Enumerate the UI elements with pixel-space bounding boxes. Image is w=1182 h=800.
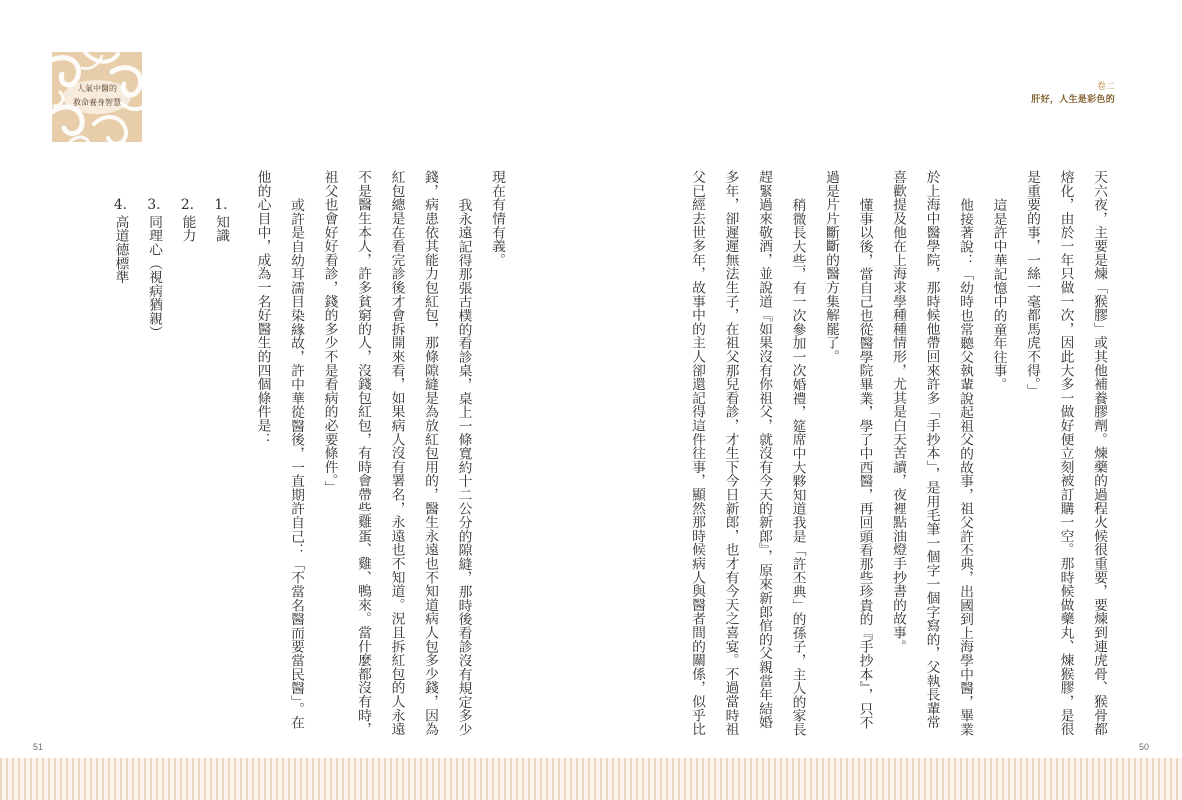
condition-number: 3. [147,197,161,212]
text-column: 天六夜，主要是煉「猴膠」或其他補養膠劑。煉藥的過程火候很重要，要煉到連虎骨、猴骨都 [1091,170,1107,736]
text-column: 多年，卻遲遲無法生子，在祖父那兒看診，才生下今日新郎，也才有今天之喜宴。不過當時祖 [722,170,739,736]
series-title [52,82,142,110]
text-column: 他接著說：「幼時也常聽父執輩說起祖父的故事，祖父許丕典，出國到上海學中醫，畢業 [957,197,973,736]
text-column: 喜歡提及他在上海求學種種情形，尤其是白天苦讀，夜裡點油燈手抄書的故事。 [890,170,906,653]
page-51-body [103,170,513,745]
text-column: 我永遠記得那張古樸的看診桌，桌上一條寬約十二公分的隙縫，那時後看診沒有規定多少 [455,197,472,736]
paragraph [814,170,881,745]
condition-text: 知識 [213,214,229,242]
condition-number: 1. [214,197,228,212]
condition-item [204,170,238,745]
paragraph [981,170,1015,745]
paragraph [480,170,514,745]
running-head [1031,81,1115,106]
condition-item [137,170,171,745]
page-50-body [680,170,1116,745]
condition-number: 4. [113,197,128,212]
text-column: 現在有情有義。 [489,170,505,267]
text-column: 他的心目中，成為一名好醫生的四個條件是： [254,170,271,446]
text-column: 祖父也會好好看診，錢的多少不是看病的必要條件。」 [321,170,338,495]
decorative-stripe-band [0,758,1182,800]
condition-number: 2. [180,197,195,212]
text-column: 或許是自幼耳濡目染緣故，許中華從醫後，一直期許自己：「不當名醫而要當民醫」。在 [288,197,304,729]
paragraph [312,170,480,745]
text-column: 於上海中醫學院，那時候他帶回來許多「手抄本」，是用毛筆一個字一個字寫的，父執長輩常 [923,170,940,729]
text-column: 父已經去世多年，故事中的主人卻還記得這件往事，顯然那時候病人與醫者間的關係，似乎比 [689,170,705,736]
text-column: 是重要的事，一絲一毫都馬虎不得。」 [1024,170,1040,398]
book-series-logo [52,52,142,142]
text-column: 趕緊過來敬酒，並說道『如果沒有你祖父，就沒有今天的新郎』，原來新郎倌的父親當年結婚 [756,170,772,729]
paragraph [680,170,814,745]
condition-item [170,170,204,745]
chapter-title: 肝好，人生是彩色的 [1031,95,1115,105]
condition-text: 同理心（視病猶親） [146,214,162,339]
page-number-right: 50 [1138,742,1149,752]
text-column: 不是醫生本人，許多貧窮的人，沒錢包紅包，有時會帶些雞蛋、雞、鴨來。當什麼都沒有時， [355,170,371,736]
condition-text: 高道德標準 [112,214,129,284]
paragraph [881,170,982,745]
condition-item [103,170,137,745]
series-title-line: 人氣中醫的 [77,84,117,93]
conditions-list [103,170,237,745]
chapter-label: 卷二 [1096,82,1115,92]
series-title-line: 救命養身智慧 [73,98,121,107]
text-column: 錢，病患依其能力包紅包，那條隙縫是為放紅包用的，醫生永遠也不知道病人包多少錢，因為 [422,170,438,736]
text-column: 熔化，由於一年只做一次，因此大多一做好便立刻被訂購一空。那時候做藥丸、煉猴膠，是很 [1057,170,1074,736]
condition-text: 能力 [179,214,196,242]
text-column: 這是許中華記憶中的童年往事。 [990,197,1007,391]
text-column: 懂事以後，當自己也從醫學院畢業，學了中西醫，再回頭看那些珍貴的『手抄本』，只不 [856,197,873,729]
page-number-left: 51 [33,742,44,752]
paragraph [1015,170,1116,745]
paragraph [245,170,312,745]
text-column: 稍微長大些，有一次參加一次婚禮，筵席中大夥知道我是「許丕典」的孫子，主人的家長 [789,197,806,736]
text-column: 紅包總是在看完診後才會拆開來看，如果病人沒有署名，永遠也不知道。況且拆紅包的人永遠 [388,170,405,736]
text-column: 過是片片斷斷的醫方集解罷了。 [823,170,839,364]
